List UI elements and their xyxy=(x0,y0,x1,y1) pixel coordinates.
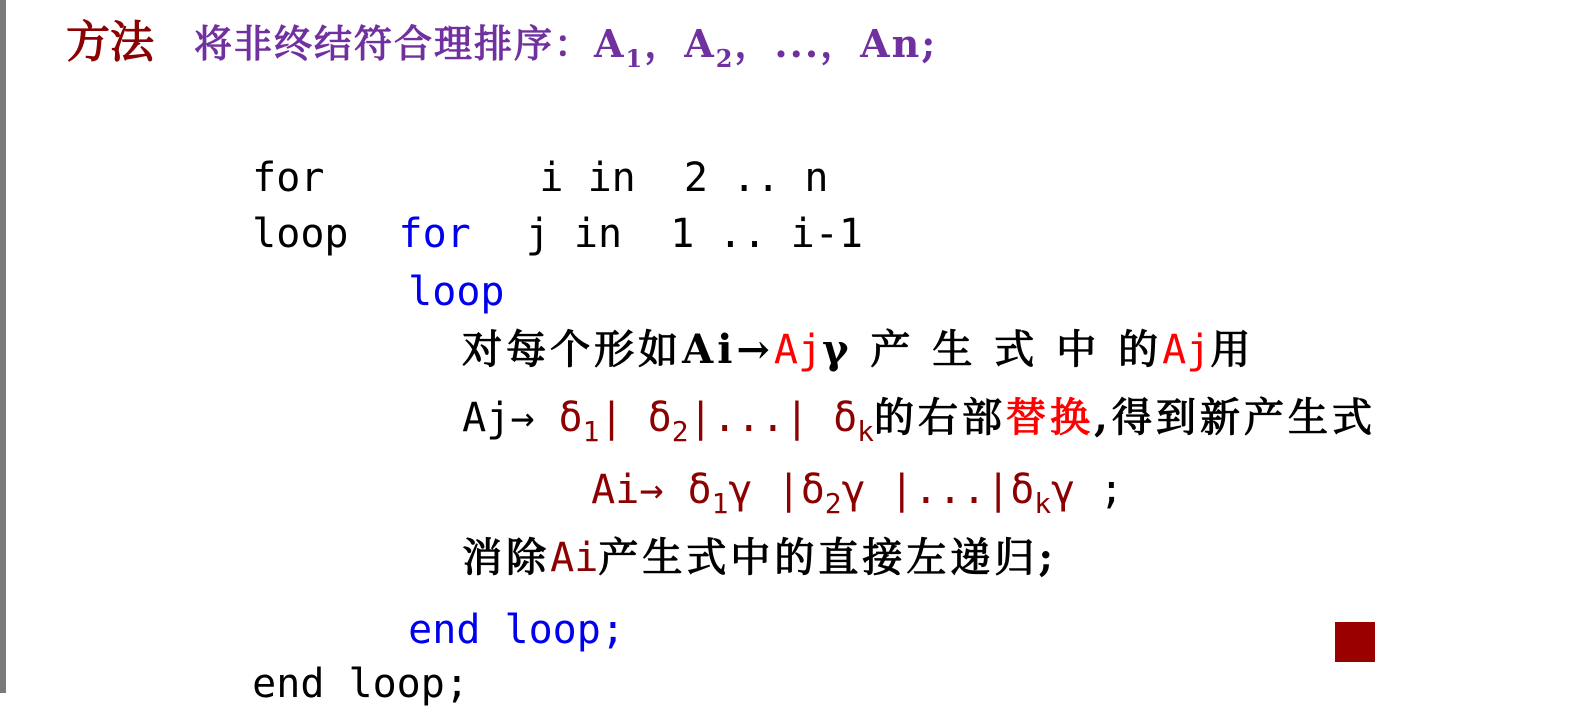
code-line-7: 消除Ai产生式中的直接左递归; xyxy=(462,534,1058,581)
code-line-5: $Aj\to \delta_1|$ $\delta_2|...|$ $\delta_k$的右部替换,得到新产生式 xyxy=(462,394,1376,448)
end-mark-square xyxy=(1335,622,1375,662)
keyword-loop: loop xyxy=(252,211,349,257)
code-line-4: 对每个形如Ai→Ajγ 产 生 式 中 的Aj用 xyxy=(462,326,1255,373)
slide-title xyxy=(66,6,937,73)
code-line-6: $Ai\to \delta_1\gamma$ $|\delta_2\gamma$ $|...|\delta_k\gamma$ ; xyxy=(591,467,1124,520)
loop-range-i: i in 2 .. n xyxy=(539,155,829,201)
keyword-for-inner: for xyxy=(398,211,471,257)
title-label: 方法 xyxy=(66,17,154,68)
keyword-for: for xyxy=(252,155,325,201)
title-text: 将非终结符合理排序：$A_1$，$A_2$，...，An; xyxy=(194,21,938,73)
keyword-loop-inner: loop xyxy=(408,269,505,315)
end-loop-outer: end loop; xyxy=(252,661,469,707)
code-line-2 xyxy=(204,168,863,256)
loop-range-j: j in 1 .. i-1 xyxy=(525,211,863,257)
left-border xyxy=(0,0,6,693)
end-loop-inner: end loop; xyxy=(408,607,625,653)
